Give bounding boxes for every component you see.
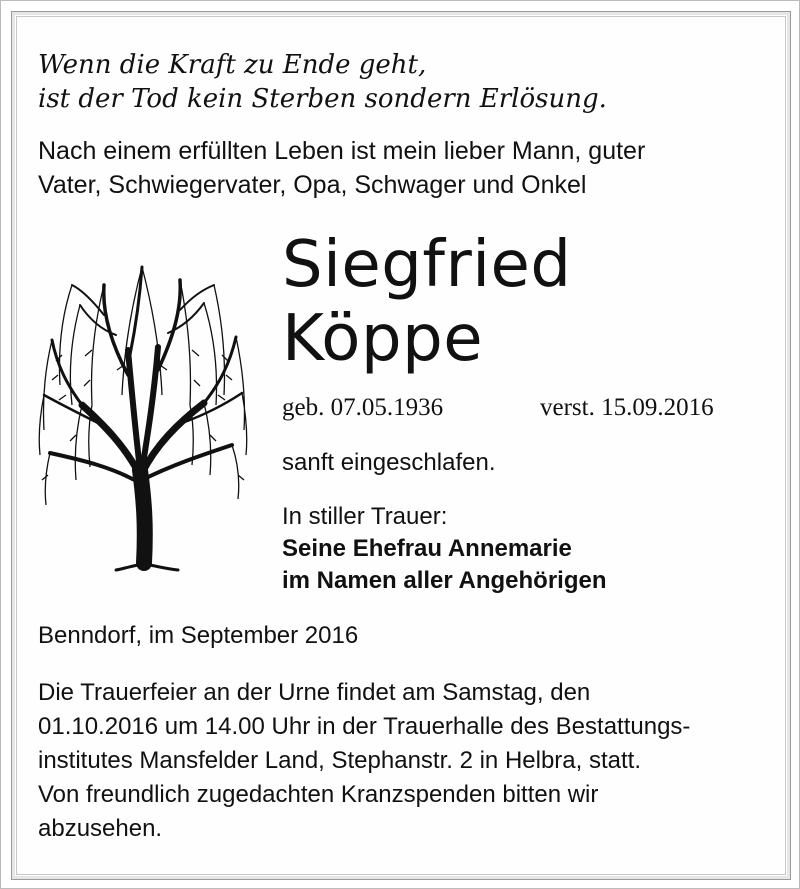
service-line-5: abzusehen.: [38, 815, 163, 842]
status-text: sanft eingeschlafen.: [282, 449, 496, 476]
mourners-line-2: im Namen aller Angehörigen: [282, 567, 607, 594]
service-line-2: 01.10.2016 um 14.00 Uhr in der Trauerhalle des Bestattungs-: [38, 713, 691, 740]
intro-text: [38, 134, 645, 202]
deceased-name: [282, 228, 572, 376]
intro-line-1: Nach einem erfüllten Leben ist mein lieber Mann, guter: [38, 137, 646, 165]
service-line-3: institutes Mansfelder Land, Stephanstr. 2 in Helbra, statt.: [38, 747, 641, 774]
service-line-4: Von freundlich zugedachten Kranzspenden bitten wir: [38, 781, 599, 808]
willow-tree-icon: [32, 255, 252, 575]
motto-line-2: ist der Tod kein Sterben sondern Erlösung.: [38, 84, 607, 114]
mourners-line-1: Seine Ehefrau Annemarie: [282, 535, 572, 562]
death-date: verst. 15.09.2016: [540, 394, 714, 421]
motto: [38, 48, 607, 116]
birth-date: geb. 07.05.1936: [282, 394, 444, 421]
service-line-1: Die Trauerfeier an der Urne findet am Samstag, den: [38, 679, 591, 706]
intro-line-2: Vater, Schwiegervater, Opa, Schwager und Onkel: [38, 171, 587, 199]
motto-line-1: Wenn die Kraft zu Ende geht,: [38, 50, 427, 80]
mourners-heading: In stiller Trauer:: [282, 503, 448, 530]
last-name: Köppe: [282, 302, 484, 376]
place-date: Benndorf, im September 2016: [38, 622, 359, 649]
service-info: [38, 676, 768, 846]
first-name: Siegfried: [282, 228, 572, 302]
